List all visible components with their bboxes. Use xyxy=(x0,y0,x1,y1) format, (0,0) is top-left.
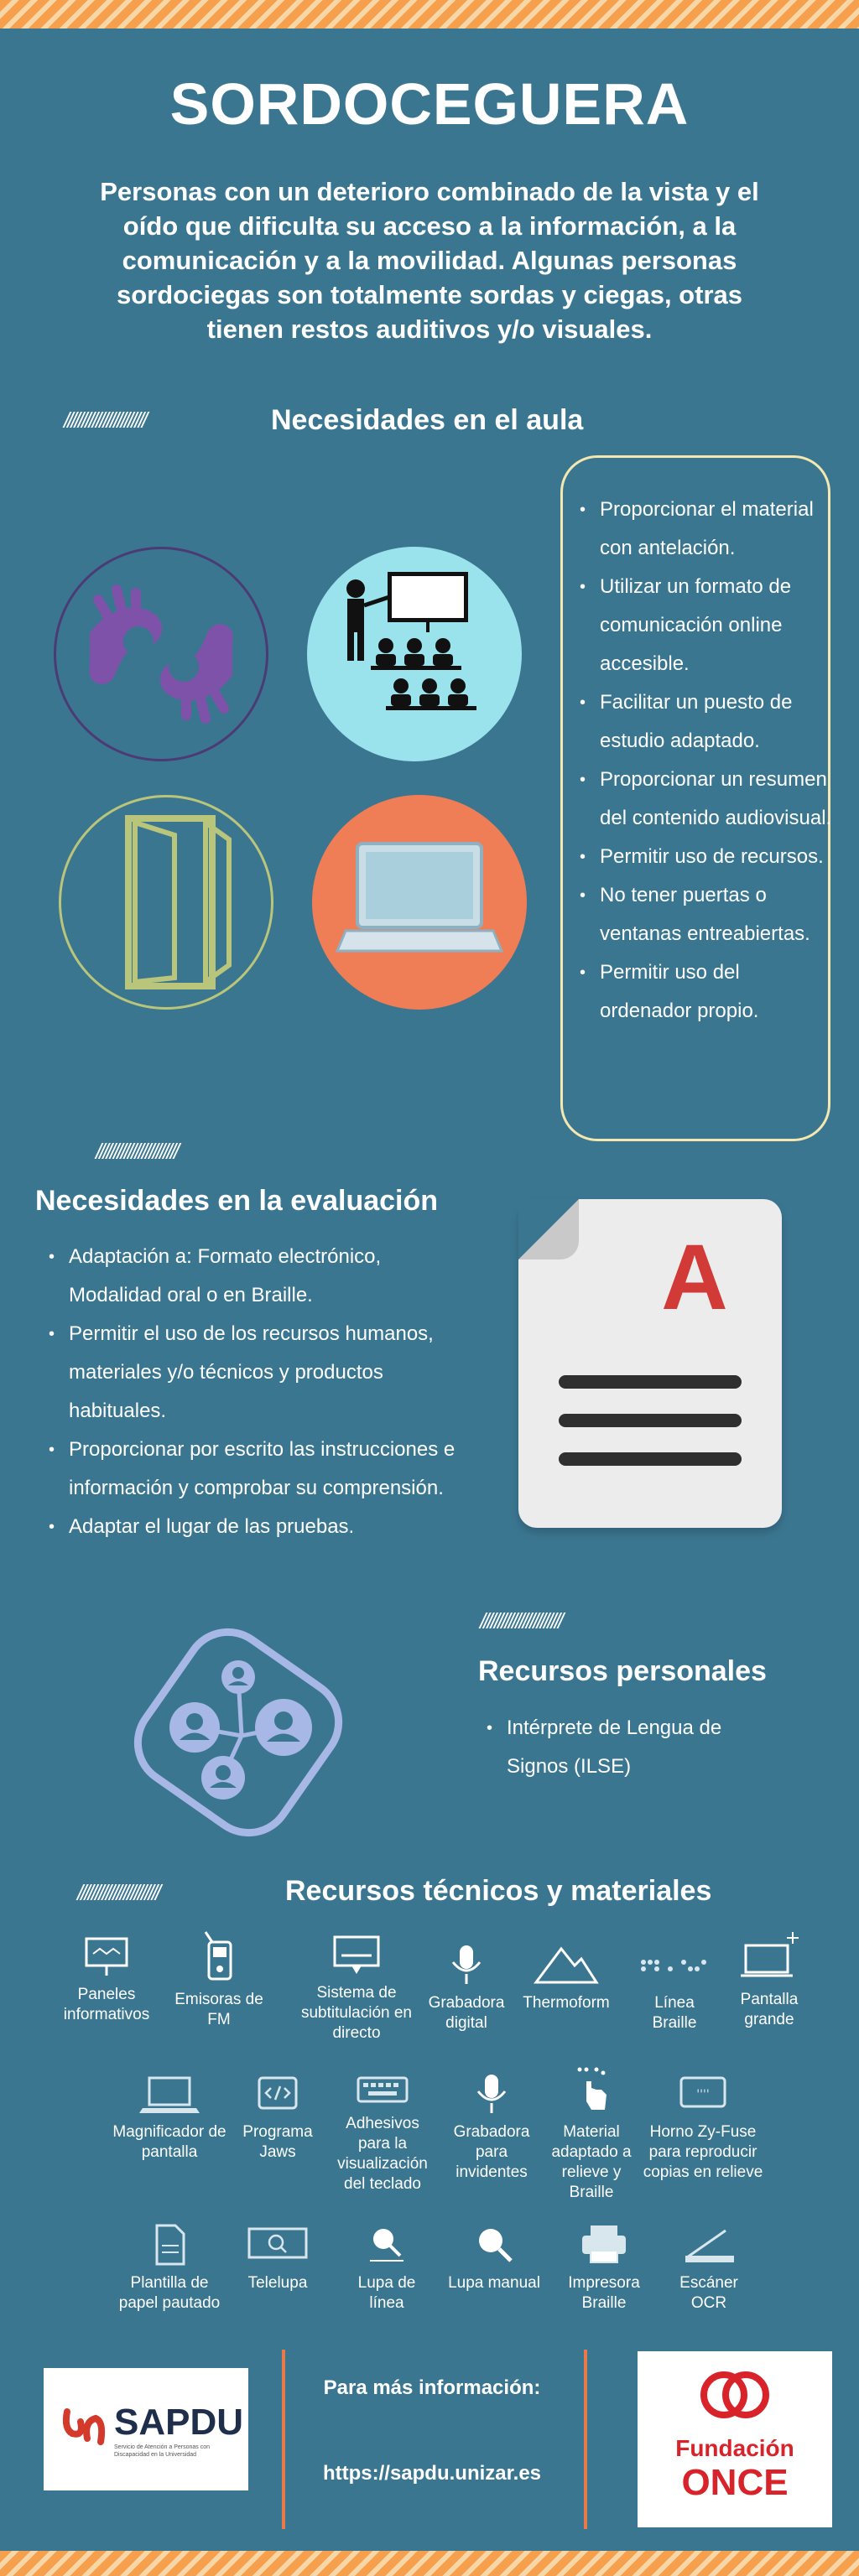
document-line xyxy=(559,1452,742,1466)
subtitles-icon xyxy=(331,1934,382,1977)
intro-text: Personas con un deterioro combinado de la vista y el oído que dificulta su acceso a la información, a la comunicación y a la movilidad. Algunas personas sordociegas son totalmente sordas y ciegas, otras tienen restos auditivos y/o visuales. xyxy=(100,177,759,344)
list-item: • Utilizar un formato de comunicación online accesible. xyxy=(573,568,833,683)
slash-decoration: /////////////////////// xyxy=(480,1608,562,1633)
mountain-icon xyxy=(533,1942,600,1987)
radio-icon xyxy=(194,1929,244,1984)
list-item: • Permitir uso del ordenador propio. xyxy=(573,953,833,1031)
laptop-circle xyxy=(312,795,527,1010)
list-item: • Permitir el uso de los recursos humanos, materiales y/o técnicos y productos habituales. xyxy=(42,1315,478,1431)
grade-letter: A xyxy=(661,1226,728,1329)
sapdu-logo-subtitle: Servicio de Atención a Personas con Discapacidad en la Universidad xyxy=(114,2444,211,2458)
resource-item: Lupa de línea xyxy=(341,2222,433,2314)
info-label: Para más información: xyxy=(323,2376,541,2399)
resource-item: Paneles informativos xyxy=(52,1935,161,2025)
once-logo-icon xyxy=(697,2366,773,2425)
footer-divider xyxy=(282,2350,285,2529)
printer-icon xyxy=(577,2222,631,2267)
window-circle xyxy=(59,795,273,1010)
monitor-magnifier-icon xyxy=(244,2222,311,2267)
code-icon xyxy=(252,2071,303,2116)
sapdu-logo-icon xyxy=(59,2403,109,2454)
large-screen-icon xyxy=(736,1929,803,1984)
resource-item: Lupa manual xyxy=(448,2222,540,2293)
aula-list xyxy=(573,491,833,1031)
resource-item: Grabadora para invidentes xyxy=(440,2071,544,2183)
microphone-icon xyxy=(441,1942,492,1987)
fundacion-once-logo xyxy=(638,2351,832,2527)
resource-item: Magnificador de pantalla xyxy=(112,2071,226,2163)
resource-item: Plantilla de papel pautado xyxy=(112,2222,226,2314)
sign-language-circle xyxy=(54,547,268,761)
svg-text:'''': '''' xyxy=(696,2088,710,2101)
sign-language-hands-icon xyxy=(56,549,266,759)
slash-decoration: /////////////////////// xyxy=(96,1139,178,1164)
list-item: • Proporcionar un resumen del contenido audiovisual. xyxy=(573,761,833,838)
resource-item: Escáner OCR xyxy=(663,2222,755,2314)
people-network-icon xyxy=(124,1618,352,1846)
top-stripe-border xyxy=(0,0,859,29)
resource-item: Adhesivos para la visualización del teclado xyxy=(329,2071,436,2194)
list-item: • Proporcionar el material con antelación. xyxy=(573,491,833,568)
document-icon xyxy=(148,2222,190,2267)
keyboard-icon xyxy=(353,2071,412,2108)
resource-item: Programa Jaws xyxy=(232,2071,324,2163)
classroom-circle xyxy=(307,547,522,761)
personales-list xyxy=(480,1709,765,1786)
braille-hand-icon xyxy=(566,2064,617,2116)
bottom-stripe-border xyxy=(0,2551,859,2576)
laptop-icon xyxy=(312,795,527,1010)
evaluacion-list xyxy=(42,1238,478,1546)
once-logo-line2: ONCE xyxy=(681,2462,789,2503)
classroom-teacher-icon xyxy=(307,547,522,761)
personales-heading: Recursos personales xyxy=(478,1655,767,1687)
laptop-icon xyxy=(136,2071,203,2116)
resource-item: Material adaptado a relieve y Braille xyxy=(545,2064,638,2203)
line-magnifier-icon xyxy=(362,2222,412,2267)
document-line xyxy=(559,1414,742,1427)
resource-item: Thermoform xyxy=(512,1942,621,2013)
magnifier-icon xyxy=(469,2222,519,2267)
document-line xyxy=(559,1375,742,1389)
oven-icon xyxy=(676,2071,730,2116)
page-title: SORDOCEGUERA xyxy=(169,71,690,137)
once-logo-line1: Fundación xyxy=(675,2435,794,2461)
list-item: • Proporcionar por escrito las instrucciones e información y comprobar su comprensión. xyxy=(42,1431,478,1508)
list-item: • Facilitar un puesto de estudio adaptado. xyxy=(573,683,833,761)
footer-divider xyxy=(584,2350,587,2529)
resource-item: Sistema de subtitulación en directo xyxy=(294,1934,419,2044)
panel-icon xyxy=(81,1935,132,1979)
slash-decoration: /////////////////////// xyxy=(64,408,146,433)
list-item: • Adaptar el lugar de las pruebas. xyxy=(42,1508,478,1546)
resource-item: Grabadora digital xyxy=(416,1942,517,2033)
open-window-icon xyxy=(61,797,271,1007)
sapdu-logo xyxy=(44,2368,248,2490)
resource-item: Pantalla grande xyxy=(723,1929,815,2030)
scanner-icon xyxy=(679,2222,739,2267)
resource-item: Impresora Braille xyxy=(557,2222,651,2314)
document-fold-cut xyxy=(518,1199,579,1259)
exam-document-icon xyxy=(518,1199,782,1528)
tecnicos-heading: Recursos técnicos y materiales xyxy=(285,1875,712,1907)
resource-item: '''' Horno Zy-Fuse para reproducir copias en relieve xyxy=(643,2071,763,2183)
resource-item: Línea Braille xyxy=(631,1942,718,2033)
evaluacion-heading: Necesidades en la evaluación xyxy=(35,1185,439,1217)
list-item: • Permitir uso de recursos. xyxy=(573,838,833,876)
resource-item: Emisoras de FM xyxy=(164,1929,273,2030)
list-item: • Adaptación a: Formato electrónico, Modalidad oral o en Braille. xyxy=(42,1238,478,1315)
list-item: • Intérprete de Lengua de Signos (ILSE) xyxy=(480,1709,765,1786)
resource-item: Telelupa xyxy=(232,2222,324,2293)
info-url-link[interactable]: https://sapdu.unizar.es xyxy=(322,2462,542,2485)
braille-line-icon xyxy=(637,1942,712,1987)
aula-heading: Necesidades en el aula xyxy=(271,404,584,436)
slash-decoration: /////////////////////// xyxy=(77,1880,159,1905)
list-item: • No tener puertas o ventanas entreabiertas. xyxy=(573,876,833,953)
sapdu-logo-text: SAPDU xyxy=(114,2402,244,2443)
microphone-icon xyxy=(466,2071,517,2116)
